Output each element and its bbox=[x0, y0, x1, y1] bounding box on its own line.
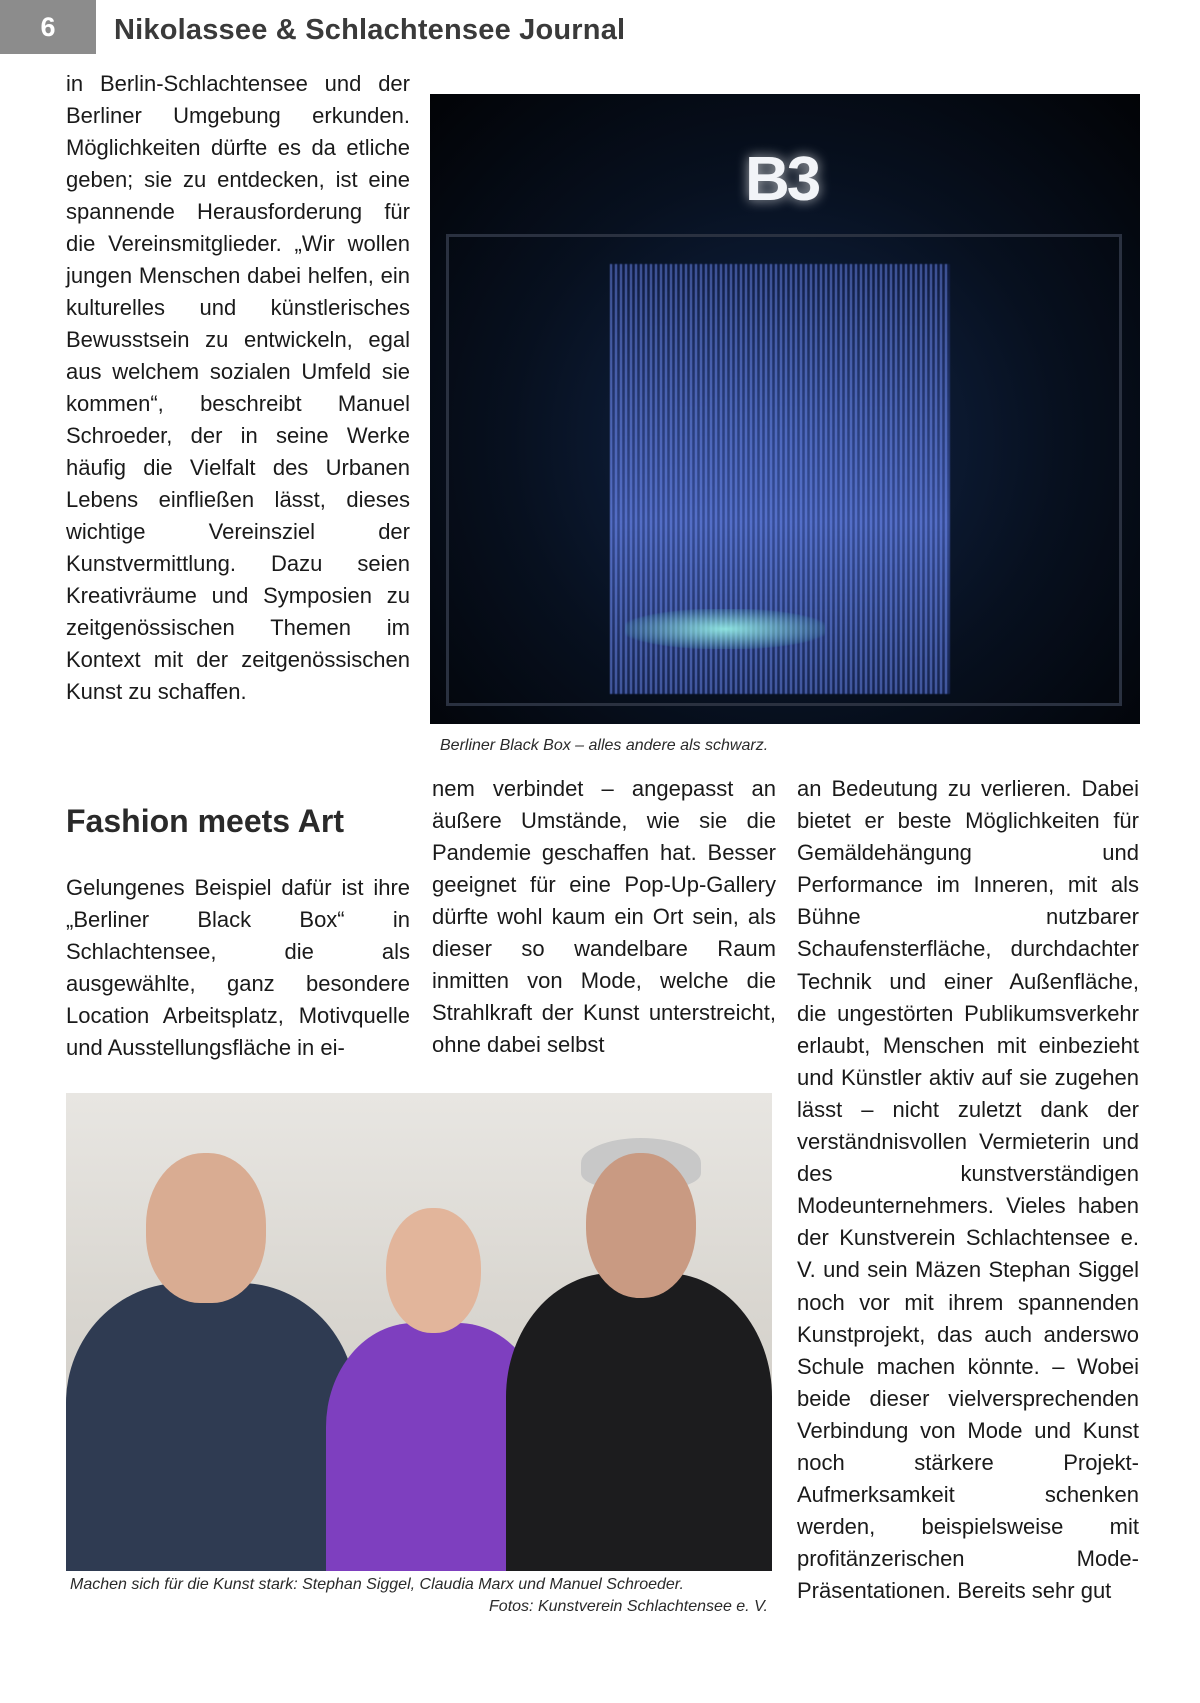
person-middle-head bbox=[386, 1208, 481, 1333]
photo-caption-bottom bbox=[70, 1574, 768, 1618]
paragraph: an Bedeutung zu verlieren. Dabei bietet er beste Möglichkeiten für Gemäldehängung und Performance im Inneren, mit als Bühne nutzbarer Schaufensterfläche, durchdachter Technik und einer Außenfläche, die ungestörten Publikumsverkehr erlaubt, Menschen mit einbezieht und Künstler aktiv auf sie zugehen lässt – nicht zuletzt dank der verständnisvollen Vermieterin und des kunstverständigen Modeunternehmers. Vieles haben der Kunstverein Schlachtensee e. V. und sein Mäzen Stephan Siggel noch vor mit ihrem spannenden Kunstprojekt, das auch anderswo Schule machen könnte. – Wobei beide dieser vielversprechenden Verbindung von Mode und Kunst noch stärkere Projekt-Aufmerksamkeit schenken werden, beispielsweise mit profitänzerischen Mode-Präsentationen. Bereits sehr gut bbox=[797, 776, 1139, 1604]
photo-caption-top: Berliner Black Box – alles andere als schwarz. bbox=[440, 737, 769, 754]
person-right-head bbox=[586, 1153, 696, 1298]
b3-logo-sign: B3 bbox=[745, 145, 819, 214]
person-left-body bbox=[66, 1283, 356, 1571]
article-column-left-bottom bbox=[66, 872, 410, 1064]
dancer-figure bbox=[625, 609, 825, 649]
paragraph: Gelungenes Beispiel dafür ist ihre „Berliner Black Box“ in Schlachtensee, die als ausgewählte, ganz besondere Location Arbeitsplatz, Motivquelle und Ausstellungsfläche in ei- bbox=[66, 875, 410, 1060]
journal-title: Nikolassee & Schlachtensee Journal bbox=[114, 14, 626, 46]
paragraph: in Berlin-Schlachtensee und der Berliner Umgebung erkunden. Möglichkeiten dürfte es da etliche geben; sie zu entdecken, ist eine spannende Herausforderung für die Vereinsmitglieder. „Wir wollen jungen Menschen dabei helfen, ein kulturelles und künstlerisches Bewusstsein zu entwickeln, egal aus welchem sozialen Umfeld sie kommen“, beschreibt Manuel Schroeder, der in seine Werke häufig die Vielfalt des Urbanen Lebens einfließen lässt, dieses wichtige Vereinsziel der Kunstvermittlung. Dazu seien Kreativräume und Symposien zu zeitgenössischen Themen im Kontext mit der zeitgenössischen Kunst zu schaffen. bbox=[66, 71, 410, 704]
article-column-right bbox=[797, 773, 1139, 1607]
article-column-middle bbox=[432, 773, 776, 1061]
person-right-body bbox=[506, 1273, 772, 1571]
photo-black-box bbox=[430, 94, 1140, 724]
paragraph: nem verbindet – angepasst an äußere Umstände, wie sie die Pandemie geschaffen hat. Besser geeignet für eine Pop-Up-Gallery dürfte wohl kaum ein Ort sein, als dieser so wandelbare Raum inmitten von Mode, welche die Strahlkraft der Kunst unterstreicht, ohne dabei selbst bbox=[432, 776, 776, 1057]
article-column-left-top bbox=[66, 68, 410, 708]
person-left-head bbox=[146, 1153, 266, 1303]
photo-group-portrait bbox=[66, 1093, 772, 1571]
caption-text: Machen sich für die Kunst stark: Stephan Siggel, Claudia Marx und Manuel Schroeder. bbox=[70, 1576, 684, 1593]
photo-credit: Fotos: Kunstverein Schlachtensee e. V. bbox=[489, 1598, 768, 1615]
section-heading: Fashion meets Art bbox=[66, 803, 344, 839]
page-number: 6 bbox=[0, 0, 96, 54]
